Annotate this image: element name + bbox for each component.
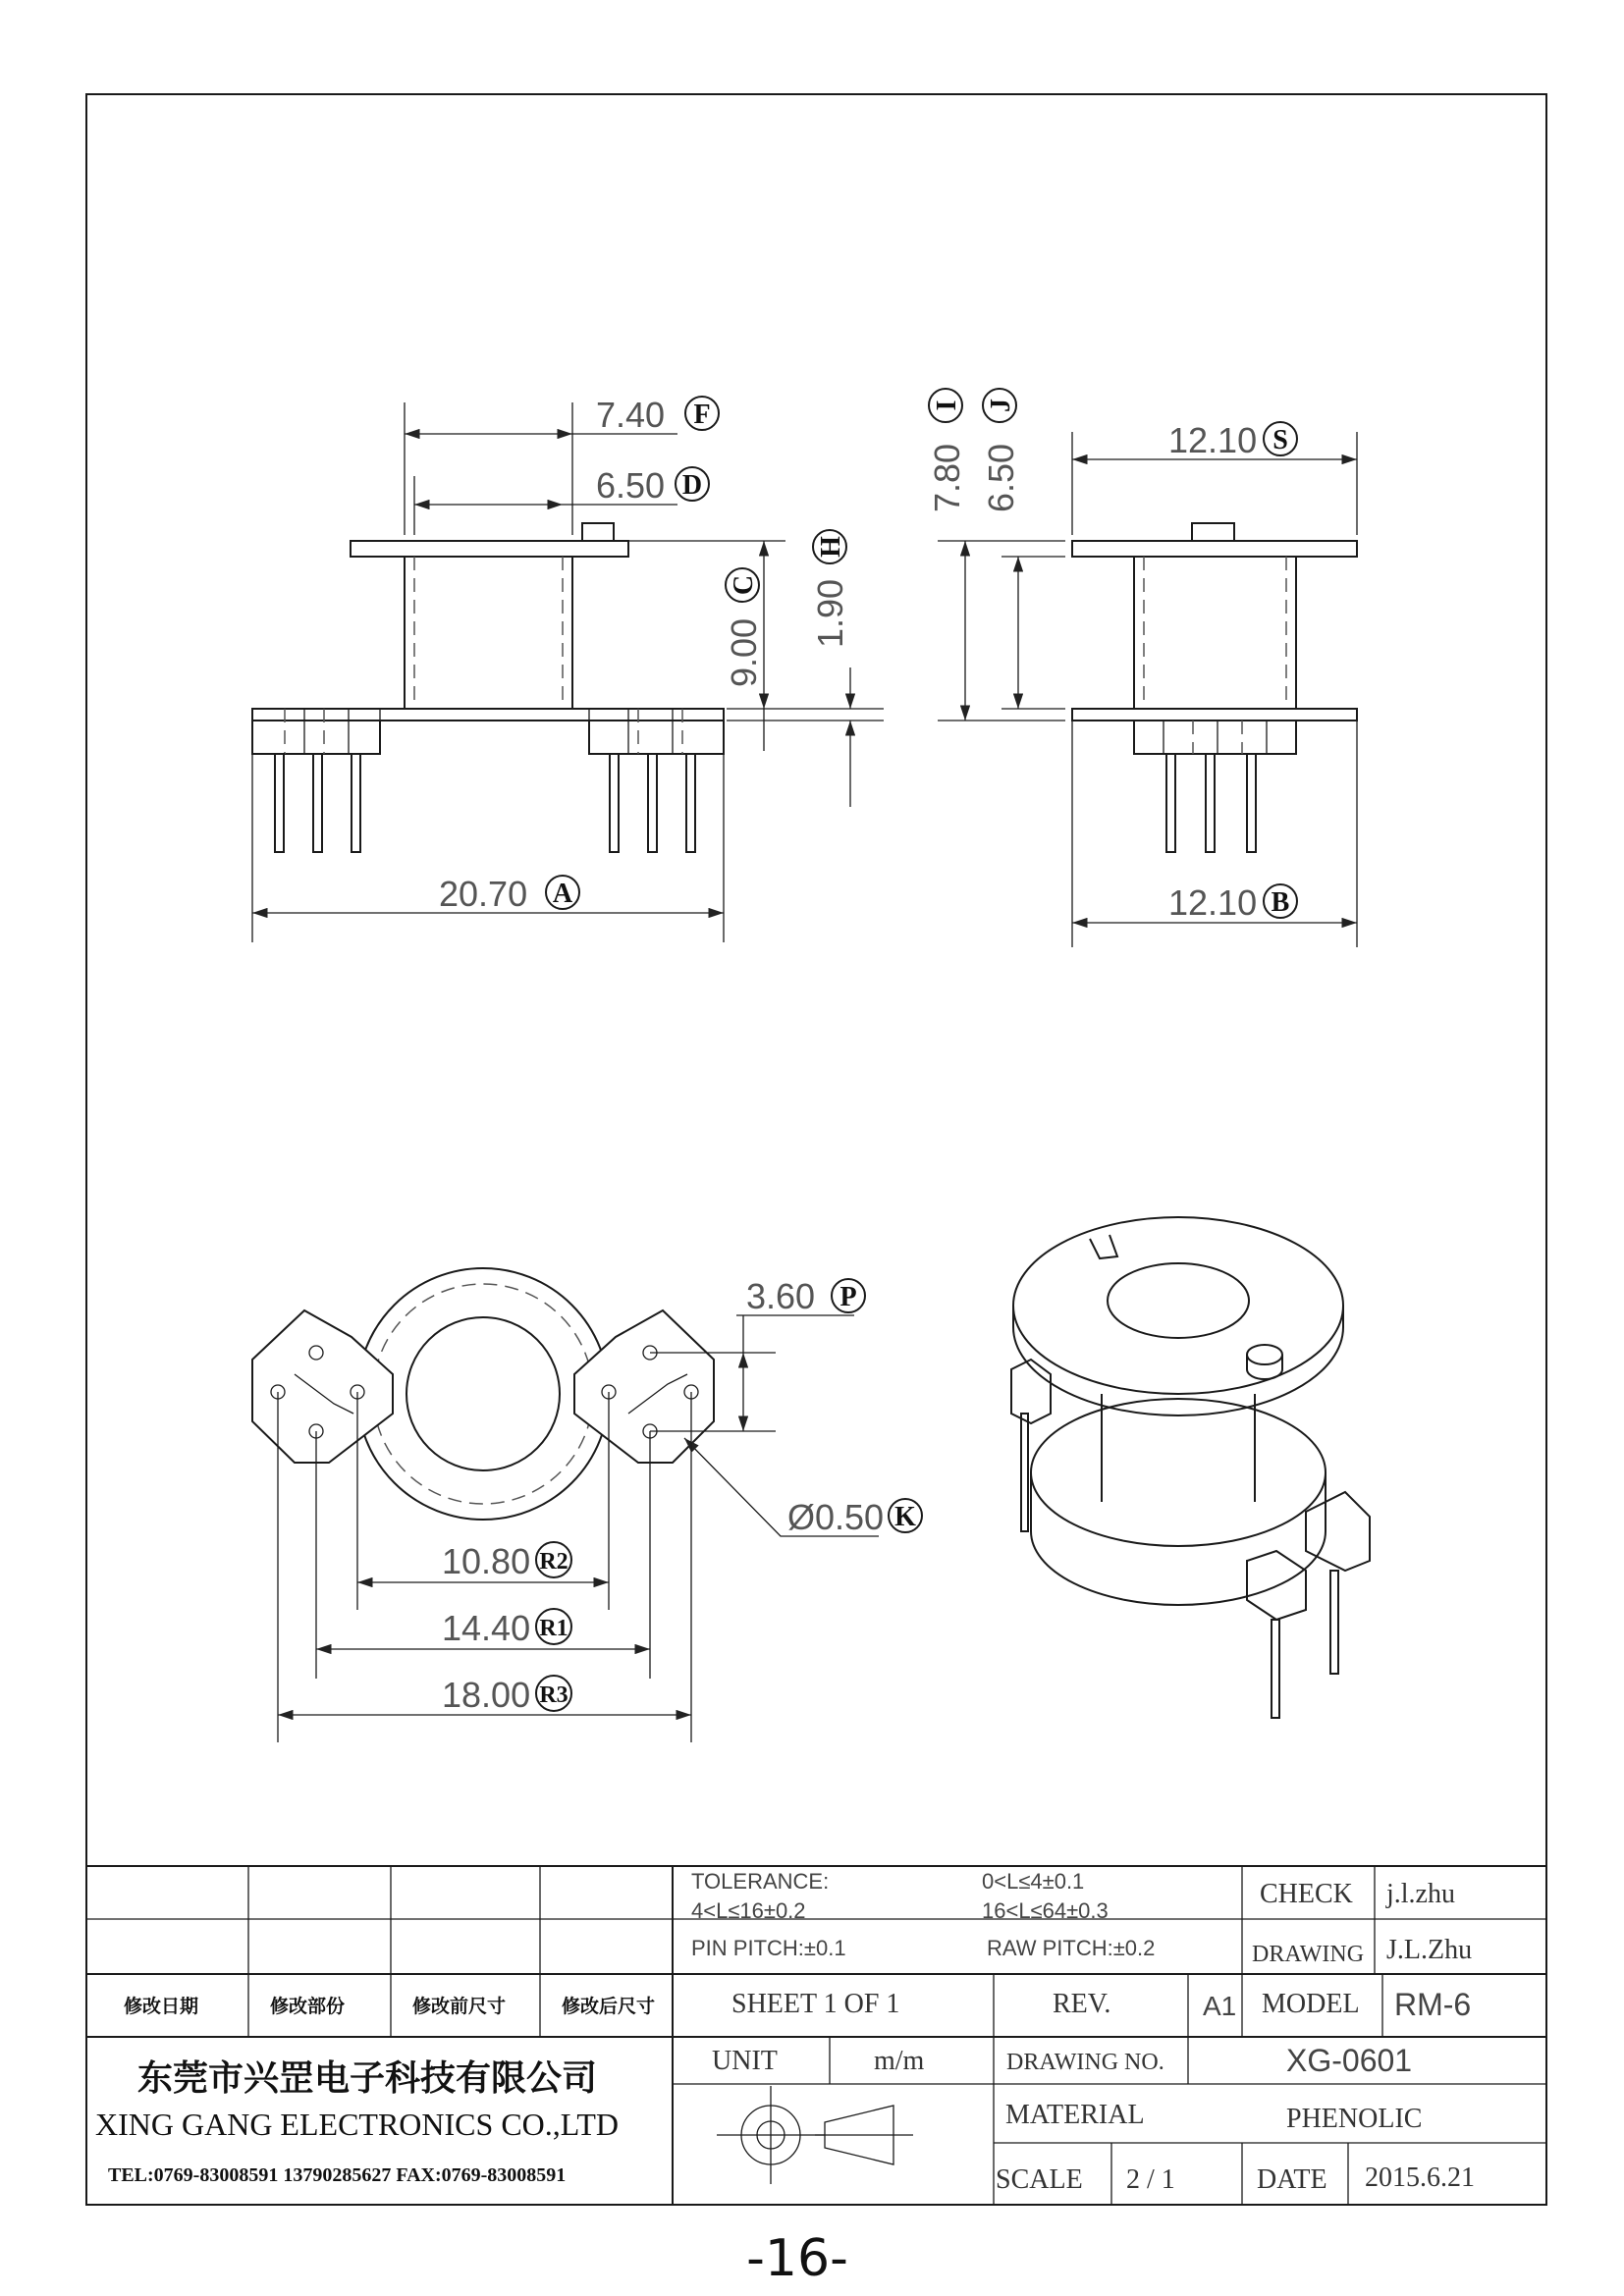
dim-D-value: 6.50 [596, 465, 666, 506]
rev-label: REV. [1053, 1989, 1111, 2019]
company-name-cn: 东莞市兴罡电子科技有限公司 [137, 2058, 598, 2099]
dim-J-label: J [986, 399, 1016, 412]
unit-value: m/m [874, 2046, 925, 2076]
dim-K-value: Ø0.50 [787, 1497, 885, 1537]
dim-K [787, 1497, 922, 1537]
raw-pitch-tolerance: RAW PITCH:±0.2 [987, 1936, 1156, 1960]
dim-F [596, 395, 719, 435]
isometric-view [1011, 1217, 1370, 1718]
drawing-no-label: DRAWING NO. [1006, 2050, 1164, 2075]
dim-H-value: 1.90 [810, 578, 850, 648]
sheet-text: SHEET 1 OF 1 [731, 1989, 900, 2019]
projection-symbol [717, 2086, 913, 2184]
dim-B-value: 12.10 [1168, 882, 1258, 923]
date-value: 2015.6.21 [1365, 2163, 1475, 2193]
tolerance-label: TOLERANCE: [691, 1869, 830, 1894]
side-view [1072, 523, 1357, 852]
unit-label: UNIT [712, 2046, 778, 2076]
dim-C-value: 9.00 [724, 617, 764, 687]
material-value: PHENOLIC [1286, 2104, 1423, 2134]
dim-H [810, 579, 850, 648]
rev-value: A1 [1203, 1991, 1237, 2021]
dim-F-label: F [693, 400, 711, 430]
drawing-label: DRAWING [1252, 1942, 1365, 1967]
front-view-dimensions [252, 402, 884, 942]
drawing-value: J.L.Zhu [1386, 1935, 1473, 1965]
rev-header-after: 修改后尺寸 [562, 1996, 656, 2017]
scale-label: SCALE [996, 2164, 1083, 2195]
title-block [86, 1866, 1546, 2205]
dim-C-label: C [729, 574, 759, 596]
dim-A-value: 20.70 [439, 874, 528, 914]
dim-R1-label: R1 [539, 1616, 568, 1641]
dim-S-value: 12.10 [1168, 420, 1258, 460]
dim-S [1168, 420, 1297, 460]
dim-I-label: I [932, 400, 962, 411]
dim-I-bubble [929, 389, 962, 422]
dim-A [439, 874, 579, 914]
dim-I [927, 444, 967, 512]
scale-value: 2 / 1 [1126, 2164, 1175, 2195]
front-view [252, 523, 724, 852]
dim-D-label: D [681, 470, 703, 501]
material-label: MATERIAL [1005, 2100, 1145, 2130]
dim-D [596, 465, 709, 506]
dim-B [1168, 882, 1297, 923]
company-name-en: XING GANG ELECTRONICS CO.,LTD [95, 2107, 620, 2142]
model-value: RM-6 [1394, 1987, 1472, 2022]
dim-B-label: B [1271, 887, 1290, 918]
dim-F-value: 7.40 [596, 395, 666, 435]
check-label: CHECK [1260, 1879, 1353, 1909]
dim-S-label: S [1272, 425, 1288, 455]
rev-header-part: 修改部份 [270, 1996, 346, 2017]
bottom-view [252, 1268, 714, 1520]
dim-J [981, 444, 1021, 512]
dim-P [746, 1276, 865, 1316]
tolerance-range-1: 0<L≤4±0.1 [982, 1869, 1085, 1894]
date-label: DATE [1257, 2164, 1327, 2195]
dim-K-label: K [894, 1502, 916, 1532]
dim-R2 [442, 1541, 571, 1581]
dim-R1-value: 14.40 [442, 1608, 531, 1648]
check-value: j.l.zhu [1386, 1879, 1455, 1909]
pin-pitch-tolerance: PIN PITCH:±0.1 [691, 1936, 846, 1960]
model-label: MODEL [1262, 1989, 1360, 2019]
dim-A-label: A [552, 879, 573, 909]
dim-C [724, 618, 764, 687]
dim-R3-value: 18.00 [442, 1675, 531, 1715]
dim-J-value: 6.50 [981, 443, 1021, 512]
dim-C-bubble [726, 568, 759, 602]
dim-P-label: P [839, 1282, 857, 1312]
drawing-no-value: XG-0601 [1286, 2043, 1413, 2078]
tolerance-range-2: 4<L≤16±0.2 [691, 1898, 806, 1923]
dim-H-label: H [816, 536, 846, 558]
dim-P-value: 3.60 [746, 1276, 816, 1316]
dim-R2-value: 10.80 [442, 1541, 531, 1581]
tolerance-range-3: 16<L≤64±0.3 [982, 1898, 1109, 1923]
rev-header-before: 修改前尺寸 [412, 1996, 507, 2017]
page-number: -16- [746, 2229, 848, 2288]
dim-R3 [442, 1675, 571, 1715]
dim-J-bubble [983, 389, 1016, 422]
company-contact: TEL:0769-83008591 13790285627 FAX:0769-83008591 [108, 2164, 567, 2186]
rev-header-date: 修改日期 [124, 1996, 199, 2017]
dim-R3-label: R3 [539, 1682, 568, 1708]
dim-R1 [442, 1608, 571, 1648]
dim-I-value: 7.80 [927, 443, 967, 512]
dim-R2-label: R2 [539, 1549, 568, 1575]
dim-H-bubble [813, 530, 846, 563]
